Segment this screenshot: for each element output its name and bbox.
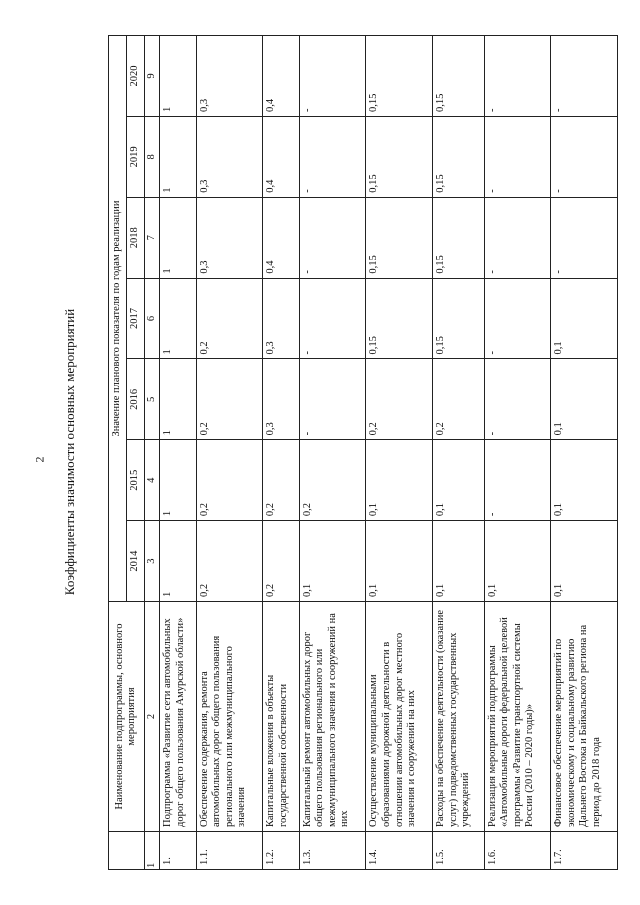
row-name: Финансовое обеспечение мероприятий по экономическому и социальному развитию Дальнего Востока и Байкальского региона на период до 2018 года <box>551 602 618 832</box>
row-value: 0,2 <box>263 440 299 521</box>
row-number: 1.2. <box>263 832 299 870</box>
row-value: - <box>551 197 618 278</box>
row-value: 1 <box>160 116 196 197</box>
header-year: 2018 <box>126 197 144 278</box>
row-value: 0,15 <box>433 197 485 278</box>
table-row <box>484 36 551 870</box>
row-value: - <box>484 278 551 359</box>
row-value: 0,3 <box>196 36 263 117</box>
row-value: 0,1 <box>433 521 485 602</box>
row-value: 1 <box>160 197 196 278</box>
row-number: 1.6. <box>484 832 551 870</box>
table-body <box>160 36 618 870</box>
table-row <box>263 36 299 870</box>
table-row <box>551 36 618 870</box>
header-column-index: 3 <box>144 521 160 602</box>
table-row <box>196 36 263 870</box>
row-value: 0,1 <box>551 521 618 602</box>
row-value: 0,15 <box>366 197 433 278</box>
row-name: Капитальные вложения в объекты государственной собственности <box>263 602 299 832</box>
row-value: 1 <box>160 359 196 440</box>
row-value: - <box>484 197 551 278</box>
header-num <box>109 832 145 870</box>
row-value: 0,15 <box>366 116 433 197</box>
header-year: 2019 <box>126 116 144 197</box>
row-value: 0,15 <box>366 36 433 117</box>
row-value: 0,4 <box>263 197 299 278</box>
row-value: - <box>299 359 366 440</box>
row-value: - <box>299 278 366 359</box>
row-value: 0,2 <box>366 359 433 440</box>
header-year: 2016 <box>126 359 144 440</box>
row-value: 0,4 <box>263 36 299 117</box>
header-year: 2020 <box>126 36 144 117</box>
row-value: 0,3 <box>263 278 299 359</box>
row-number: 1.7. <box>551 832 618 870</box>
row-number: 1.5. <box>433 832 485 870</box>
header-values-group: Значение планового показателя по годам реализации <box>109 36 127 602</box>
row-value: - <box>484 36 551 117</box>
header-column-index: 7 <box>144 197 160 278</box>
row-value: 0,3 <box>196 197 263 278</box>
row-name: Реализация мероприятий подпрограммы «Автомобильные дороги федеральной целевой программы «Развитие транспортной системы России (2010 – 2020 годы)» <box>484 602 551 832</box>
row-value: - <box>484 359 551 440</box>
row-name: Обеспечение содержания, ремонта автомобильных дорог общего пользования регионального или межмуниципального значения <box>196 602 263 832</box>
row-value: 0,2 <box>433 359 485 440</box>
row-name: Подпрограмма «Развитие сети автомобильных дорог общего пользования Амурской области» <box>160 602 196 832</box>
row-value: 0,1 <box>433 440 485 521</box>
row-value: 1 <box>160 521 196 602</box>
row-value: 0,15 <box>433 116 485 197</box>
row-value: - <box>551 116 618 197</box>
row-number: 1.4. <box>366 832 433 870</box>
row-number: 1.3. <box>299 832 366 870</box>
row-name: Капитальный ремонт автомобильных дорог общего пользования регионального или межмуниципального значения и сооружений на них <box>299 602 366 832</box>
header-column-index: 2 <box>144 602 160 832</box>
row-value: 1 <box>160 440 196 521</box>
row-value: 0,1 <box>551 440 618 521</box>
header-column-index: 9 <box>144 36 160 117</box>
row-value: 0,1 <box>484 521 551 602</box>
row-number: 1.1. <box>196 832 263 870</box>
row-value: - <box>299 116 366 197</box>
row-value: 0,1 <box>551 278 618 359</box>
table-row <box>366 36 433 870</box>
header-column-index: 6 <box>144 278 160 359</box>
header-column-index: 1 <box>144 832 160 870</box>
header-year: 2017 <box>126 278 144 359</box>
significance-table-sheet <box>108 35 618 870</box>
row-value: - <box>299 197 366 278</box>
row-value: 0,2 <box>299 440 366 521</box>
row-value: - <box>484 116 551 197</box>
header-year: 2014 <box>126 521 144 602</box>
row-value: 0,15 <box>366 278 433 359</box>
table-row <box>299 36 366 870</box>
row-value: 1 <box>160 278 196 359</box>
header-column-index: 5 <box>144 359 160 440</box>
row-value: 0,3 <box>196 116 263 197</box>
row-value: - <box>299 36 366 117</box>
row-name: Осуществление муниципальными образованиями дорожной деятельности в отношении автомобильных дорог местного значения и сооружений на них <box>366 602 433 832</box>
row-value: 0,1 <box>299 521 366 602</box>
row-number: 1. <box>160 832 196 870</box>
row-value: 0,2 <box>196 359 263 440</box>
row-value: 0,15 <box>433 278 485 359</box>
header-column-index: 8 <box>144 116 160 197</box>
row-value: 0,1 <box>551 359 618 440</box>
header-name: Наименование подпрограммы, основного мероприятия <box>109 602 145 832</box>
row-value: 0,2 <box>263 521 299 602</box>
table-row <box>433 36 485 870</box>
row-value: 0,2 <box>196 521 263 602</box>
row-value: 0,2 <box>196 440 263 521</box>
row-name: Расходы на обеспечение деятельности (оказание услуг) подведомственных государственных учреждений <box>433 602 485 832</box>
row-value: 0,2 <box>196 278 263 359</box>
row-value: 0,3 <box>263 359 299 440</box>
row-value: - <box>551 36 618 117</box>
row-value: - <box>484 440 551 521</box>
row-value: 0,1 <box>366 521 433 602</box>
header-index-row <box>144 36 160 870</box>
row-value: 0,1 <box>366 440 433 521</box>
header-column-index: 4 <box>144 440 160 521</box>
significance-table <box>108 35 618 870</box>
row-value: 0,4 <box>263 116 299 197</box>
page-number: 2 <box>32 456 47 463</box>
row-value: 0,15 <box>433 36 485 117</box>
table-row <box>160 36 196 870</box>
header-year: 2015 <box>126 440 144 521</box>
document-title: Коэффициенты значимости основных мероприятий <box>62 308 77 596</box>
row-value: 1 <box>160 36 196 117</box>
